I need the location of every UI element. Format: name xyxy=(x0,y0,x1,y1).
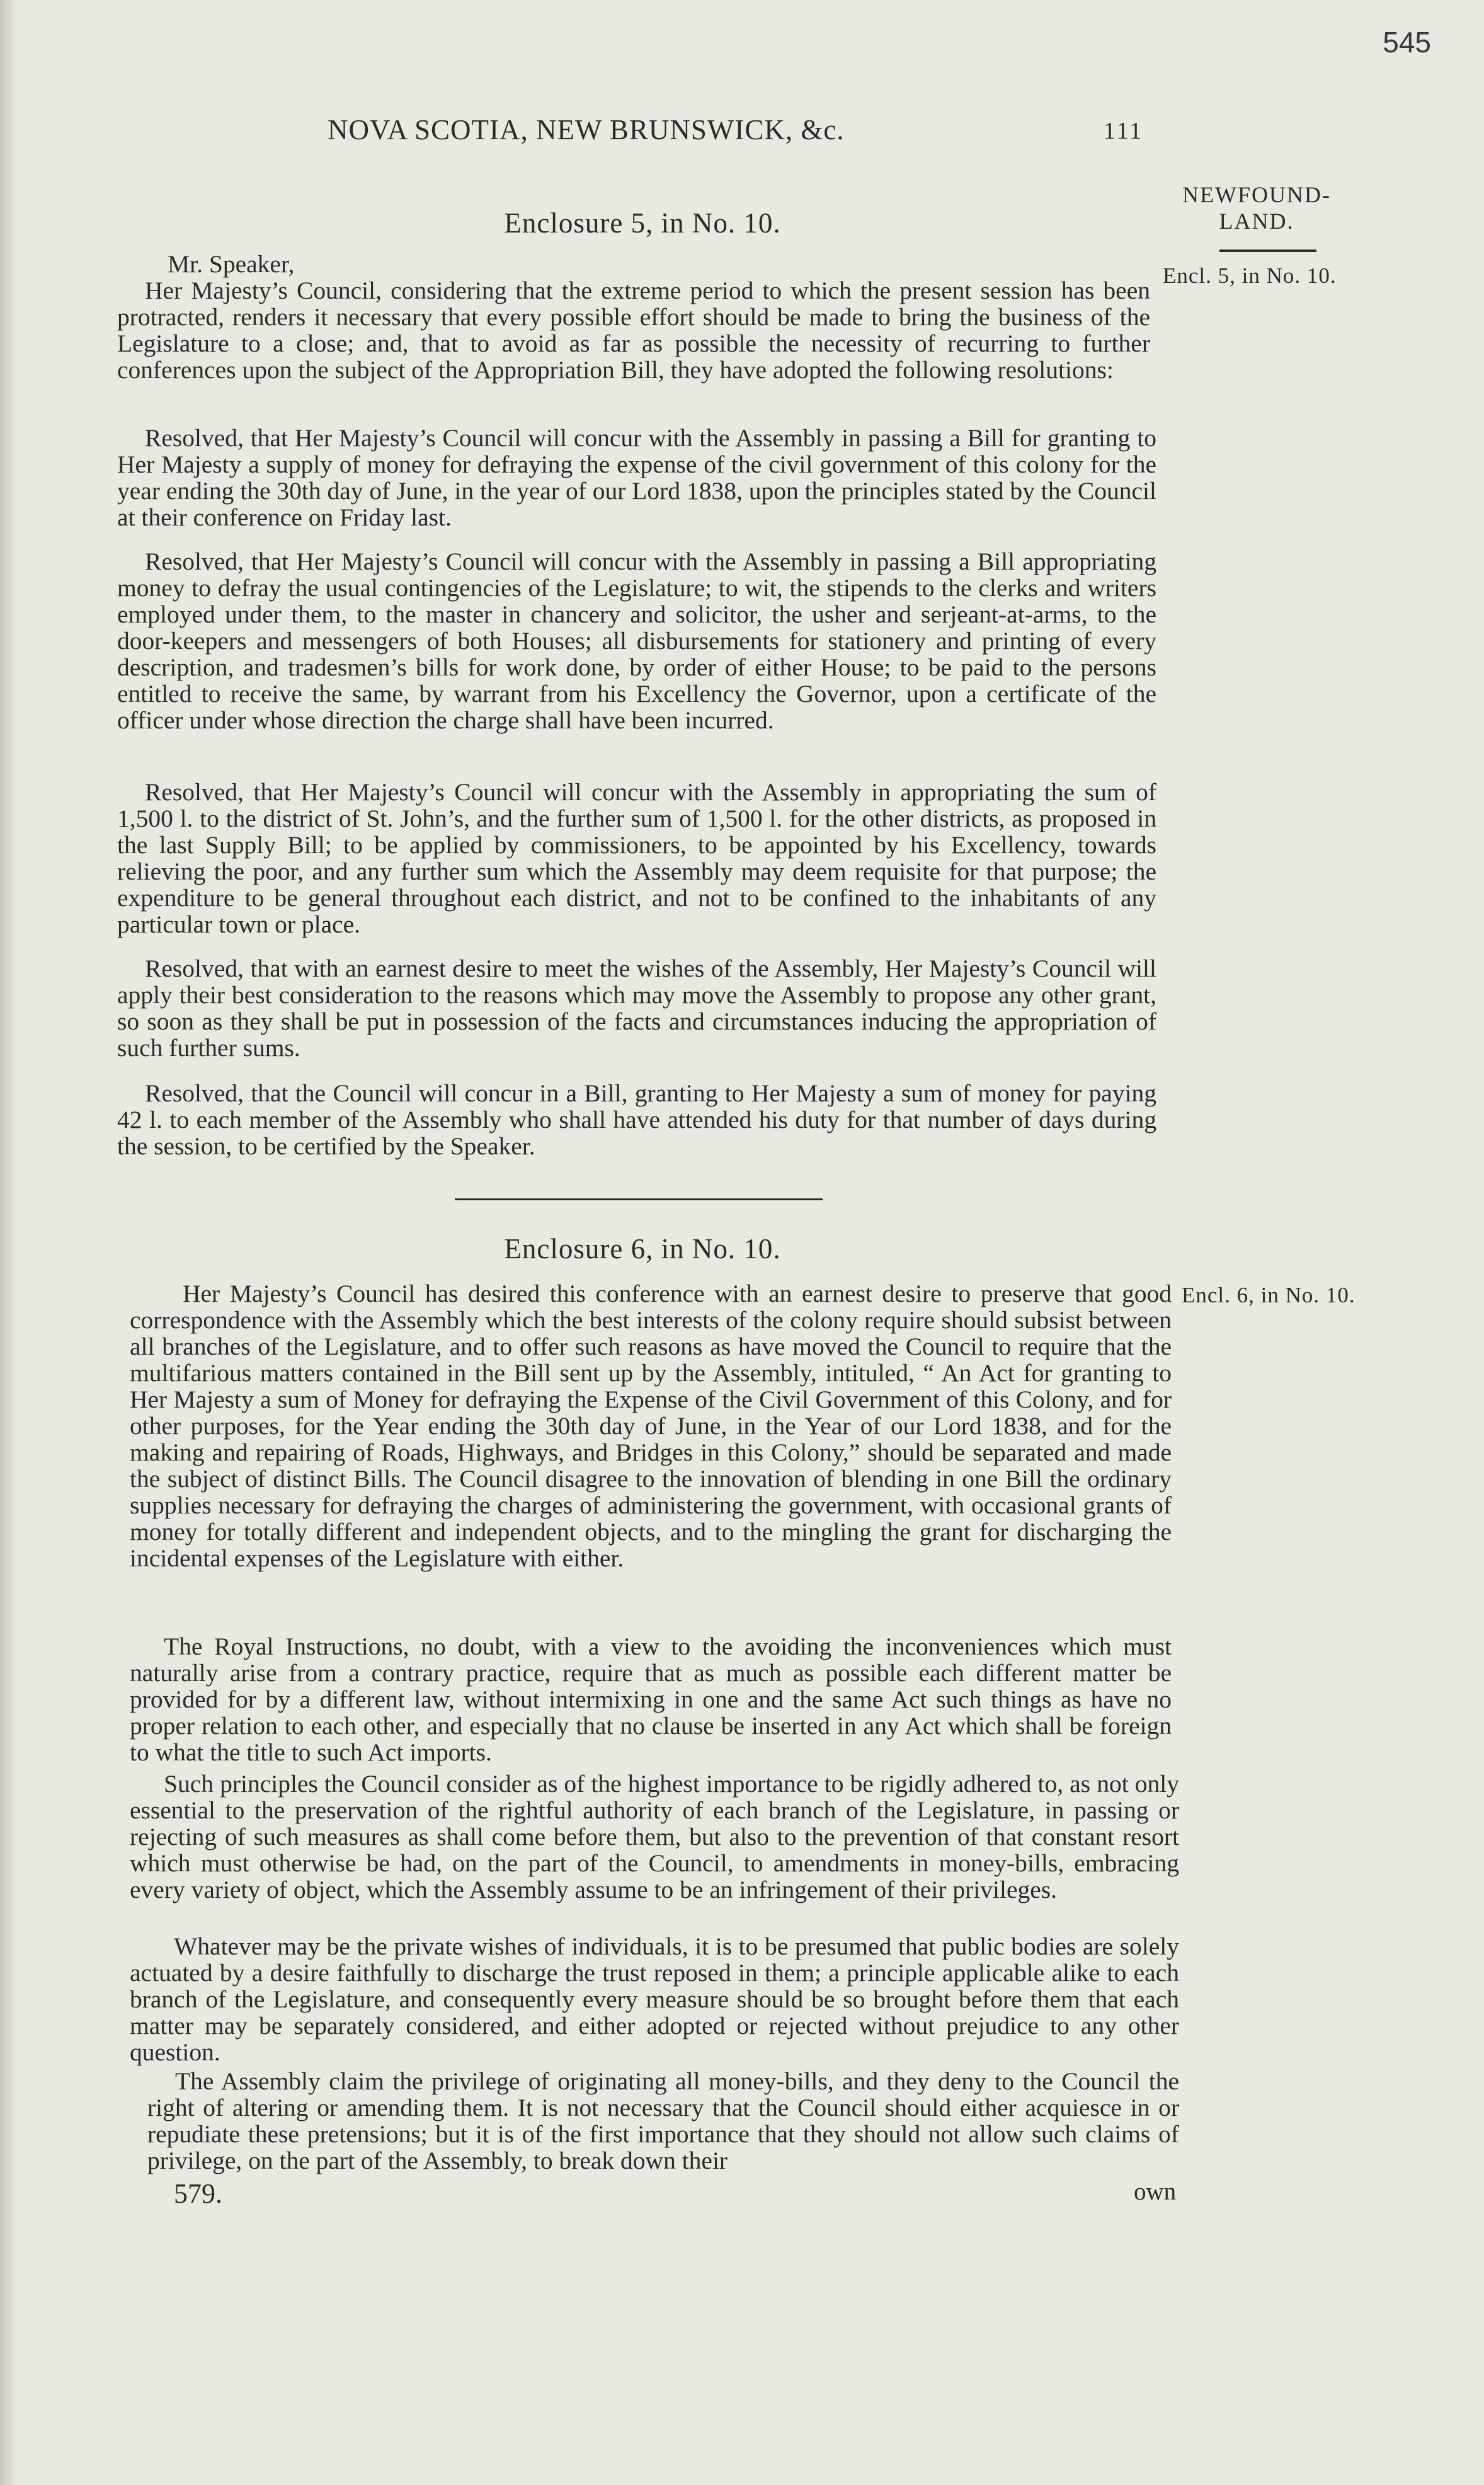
running-folio: 111 xyxy=(1104,118,1144,144)
catchword: own xyxy=(1134,2178,1177,2205)
enclosure-6-paragraph-4 xyxy=(130,1933,1179,2065)
section-divider xyxy=(455,1198,823,1200)
margin-heading-line-1: NEWFOUND- xyxy=(1182,182,1331,207)
enclosure-5-resolution-5 xyxy=(117,1080,1156,1159)
enclosure-5-resolution-3 xyxy=(117,779,1156,938)
enclosure-5-margin-note: Encl. 5, in No. 10. xyxy=(1163,263,1337,288)
margin-heading-line-2: LAND. xyxy=(1219,209,1294,234)
enclosure-5-resolution-2 xyxy=(117,548,1156,733)
enclosure-6-paragraph-1 xyxy=(130,1280,1172,1571)
resolution-3-text: Resolved, that Her Majesty’s Council will concur with the Assembly in appropriating the sum of 1,500 l. to the district of St. John’s, and the further sum of 1,500 l. for the other districts, as proposed in the last Supply Bill; to be applied by commissioners, to be appointed by his Excellency, towards relieving the poor, and any further sum which the Assembly may deem requisite for that purpose; the expenditure to be general throughout each district, and not to be confined to the inhabitants of any particular town or place. xyxy=(117,778,1156,938)
resolution-1-text: Resolved, that Her Majesty’s Council will concur with the Assembly in passing a Bill for granting to Her Majesty a supply of money for defraying the expense of the civil government of this colony for the year ending the 30th day of June, in the year of our Lord 1838, upon the principles stated by the Council at their conference on Friday last. xyxy=(117,424,1156,531)
resolution-5-text: Resolved, that the Council will concur in a Bill, granting to Her Majesty a sum of money for paying 42 l. to each member of the Assembly who shall have attended his duty for that number of days during the session, to be certified by the Speaker. xyxy=(117,1079,1156,1160)
enclosure-6-paragraph-4-text: Whatever may be the private wishes of individuals, it is to be presumed that public bodies are solely actuated by a desire faithfully to discharge the trust reposed in them; a principle applicable alike to each branch of the Legislature, and consequently every measure should be so brought before them that each matter may be separately considered, and either adopted or rejected without prejudice to any other question. xyxy=(130,1932,1179,2066)
enclosure-6-paragraph-5 xyxy=(147,2068,1179,2174)
enclosure-5-resolution-4 xyxy=(117,955,1156,1061)
page-gutter-shadow xyxy=(0,0,15,2485)
enclosure-6-paragraph-3-text: Such principles the Council consider as of the highest importance to be rigidly adhered to, as not only essential to the preservation of the rightful authority of each branch of the Legislature, in passing or rejecting of such measures as shall come before them, but also to the prevention of that constant resort which must otherwise be had, on the part of the Council, to amendments in money-bills, embracing every variety of object, which the Assembly assume to be an infringement of their privileges. xyxy=(130,1770,1179,1903)
enclosure-5-title: Enclosure 5, in No. 10. xyxy=(504,207,781,239)
enclosure-5-intro-paragraph: Her Majesty’s Council, considering that the extreme period to which the present session has been protracted, renders it necessary that every possible effort should be made to bring the business of the Legislature to a close; and, that to avoid as far as possible the necessity of recurring to further conferences upon the subject of the Appropriation Bill, they have adopted the following resolutions: xyxy=(117,277,1150,384)
salutation: Mr. Speaker, xyxy=(168,250,295,278)
page-number: 545 xyxy=(1383,26,1431,59)
enclosure-5-paragraph xyxy=(117,277,1150,383)
running-head: NOVA SCOTIA, NEW BRUNSWICK, &c. xyxy=(328,114,845,146)
enclosure-6-paragraph-5-text: The Assembly claim the privilege of originating all money-bills, and they deny to the Council the right of altering or amending them. It is not necessary that the Council should either acquiesce in or repudiate these pretensions; but it is of the first importance that they should not allow such claims of privilege, on the part of the Assembly, to break down their xyxy=(147,2067,1179,2174)
enclosure-5-resolution-1 xyxy=(117,425,1156,531)
resolution-2-text: Resolved, that Her Majesty’s Council will concur with the Assembly in passing a Bill appropriating money to defray the usual contingencies of the Legislature; to wit, the stipends to the clerks and writers employed under them, to the master in chancery and solicitor, the usher and serjeant-at-arms, to the door-keepers and messengers of both Houses; all disbursements for stationery and printing of every description, and tradesmen’s bills for work done, by order of either House; to be paid to the persons entitled to receive the same, by warrant from his Excellency the Governor, upon a certificate of the officer under whose direction the charge shall have been incurred. xyxy=(117,548,1156,734)
enclosure-6-margin-note: Encl. 6, in No. 10. xyxy=(1182,1283,1356,1307)
margin-heading xyxy=(1172,181,1342,234)
enclosure-6-paragraph-3 xyxy=(130,1770,1179,1903)
margin-heading-rule xyxy=(1219,250,1316,252)
enclosure-6-title: Enclosure 6, in No. 10. xyxy=(504,1233,781,1265)
resolution-4-text: Resolved, that with an earnest desire to meet the wishes of the Assembly, Her Majesty’s Council will apply their best consideration to the reasons which may move the Assembly to propose any other grant, so soon as they shall be put in possession of the facts and circumstances inducing the appropriation of such further sums. xyxy=(117,955,1156,1062)
enclosure-6-paragraph-2 xyxy=(130,1633,1172,1765)
enclosure-6-paragraph-1-text: Her Majesty’s Council has desired this conference with an earnest desire to preserve that good correspondence with the Assembly which the best interests of the colony require should subsist between all branches of the Legislature, and to offer such reasons as have moved the Council to require that the multifarious matters contained in the Bill sent up by the Assembly, intituled, “ An Act for granting to Her Majesty a sum of Money for defraying the Expense of the Civil Government of this Colony, and for other purposes, for the Year ending the 30th day of June, in the Year of our Lord 1838, and for the making and repairing of Roads, Highways, and Bridges in this Colony,” should be separated and made the subject of distinct Bills. The Council disagree to the innovation of blending in one Bill the ordinary supplies necessary for defraying the charges of administering the government, with occasional grants of money for totally different and independent objects, and to the mingling the grant for discharging the incidental expenses of the Legislature with either. xyxy=(130,1280,1172,1572)
enclosure-6-paragraph-2-text: The Royal Instructions, no doubt, with a view to the avoiding the inconveniences which must naturally arise from a contrary practice, require that as much as possible each different matter be provided for by a different law, without intermixing in one and the same Act such things as have no proper relation to each other, and especially that no clause be inserted in any Act which shall be foreign to what the title to such Act imports. xyxy=(130,1633,1172,1766)
signature-folio: 579. xyxy=(174,2178,222,2209)
